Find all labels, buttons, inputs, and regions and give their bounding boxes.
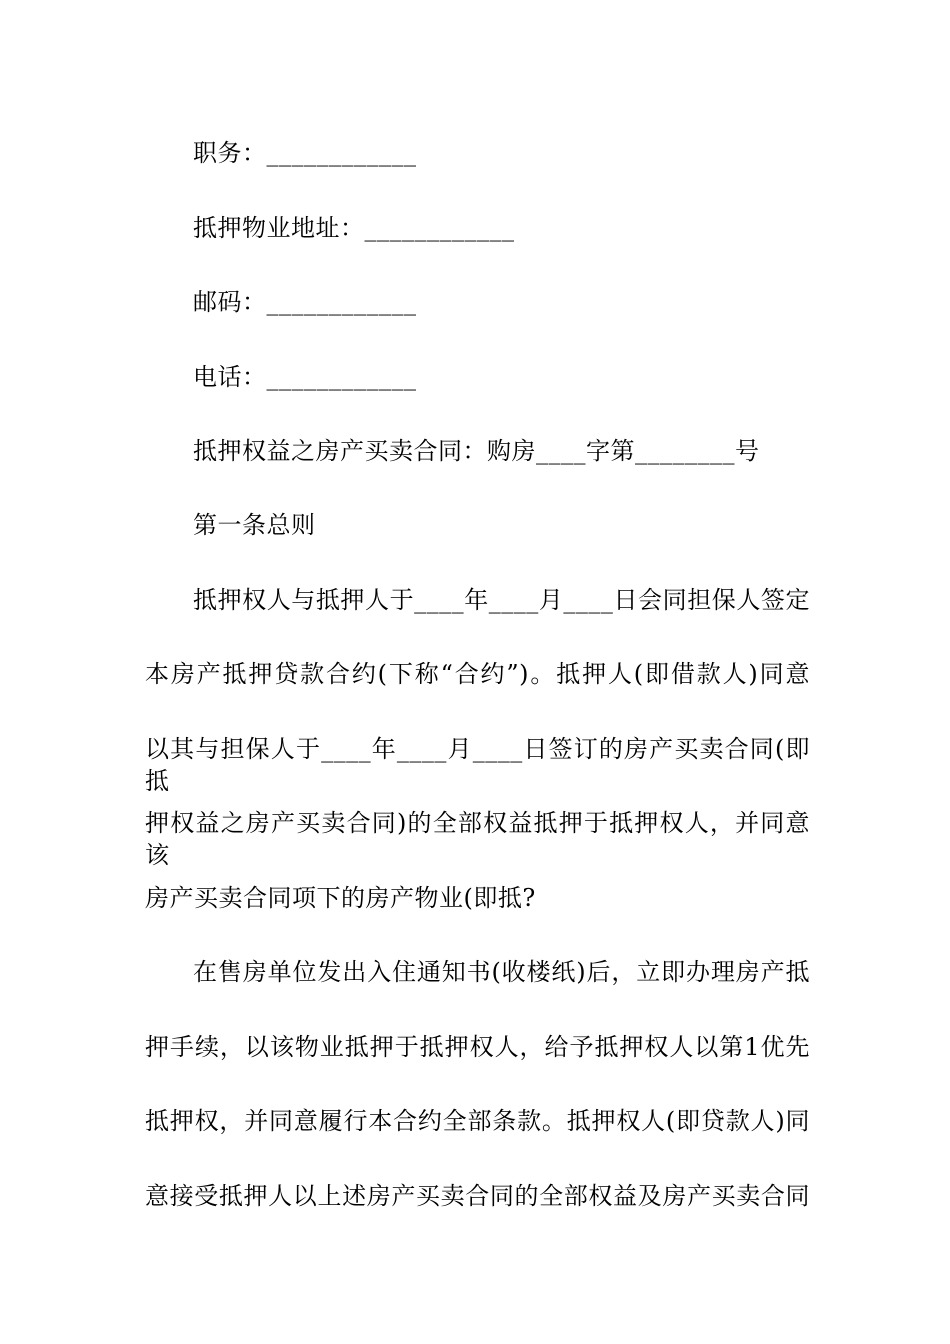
- paragraph-1-line-2: 本房产抵押贷款合约(下称“合约”)。抵押人(即借款人)同意: [145, 660, 810, 688]
- paragraph-2-line-4: 意接受抵押人以上述房产买卖合同的全部权益及房产买卖合同: [145, 1182, 810, 1210]
- paragraph-1-line-1: 抵押权人与抵押人于____年____月____日会同担保人签定: [193, 586, 810, 614]
- paragraph-1-line-5: 房产买卖合同项下的房产物业(即抵?: [145, 884, 536, 912]
- paragraph-2-line-3: 抵押权，并同意履行本合约全部条款。抵押权人(即贷款人)同: [145, 1107, 810, 1135]
- section-heading-general: 第一条总则: [193, 511, 316, 539]
- paragraph-2-line-1: 在售房单位发出入住通知书(收楼纸)后，立即办理房产抵: [193, 958, 810, 986]
- contract-number-line: 抵押权益之房产买卖合同：购房____字第________号: [193, 437, 760, 465]
- phone-field-line: 电话：____________: [193, 363, 417, 391]
- postcode-field-line: 邮码：____________: [193, 288, 417, 316]
- position-field-line: 职务：____________: [193, 139, 417, 167]
- paragraph-1-line-4: 押权益之房产买卖合同)的全部权益抵押于抵押权人，并同意该: [145, 809, 810, 869]
- property-address-field-line: 抵押物业地址：____________: [193, 214, 515, 242]
- paragraph-1-line-3: 以其与担保人于____年____月____日签订的房产买卖合同(即抵: [145, 735, 810, 795]
- paragraph-2-line-2: 押手续，以该物业抵押于抵押权人，给予抵押权人以第1优先: [145, 1033, 810, 1061]
